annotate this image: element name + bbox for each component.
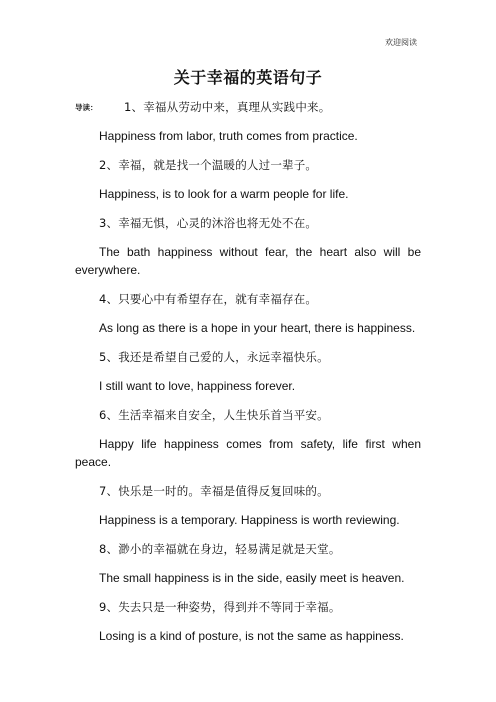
sentence-5-en: I still want to love, happiness forever. bbox=[99, 379, 296, 393]
sentence-9-zh: 9、失去只是一种姿势，得到并不等同于幸福。 bbox=[99, 600, 341, 614]
sentence-6-en: Happy life happiness comes from safety, life first when peace. bbox=[75, 437, 421, 469]
sentence-6-zh: 6、生活幸福来自安全，人生快乐首当平安。 bbox=[99, 408, 329, 422]
sentence-2-en: Happiness, is to look for a warm people for life. bbox=[99, 187, 349, 201]
sentence-4-en: As long as there is a hope in your heart, there is happiness. bbox=[99, 321, 416, 335]
sentence-2-zh: 2、幸福，就是找一个温暖的人过一辈子。 bbox=[99, 158, 318, 172]
document-title: 关于幸福的英语句子 bbox=[173, 68, 323, 87]
sentence-8-en: The small happiness is in the side, easily meet is heaven. bbox=[99, 571, 405, 585]
sentence-5-zh: 5、我还是希望自己爱的人，永远幸福快乐。 bbox=[99, 350, 329, 364]
header-note: 欢迎阅读 bbox=[385, 38, 417, 47]
sentence-4-zh: 4、只要心中有希望存在，就有幸福存在。 bbox=[99, 292, 318, 306]
sentence-3-zh: 3、幸福无惧，心灵的沐浴也将无处不在。 bbox=[99, 216, 318, 230]
sentence-7-zh: 7、快乐是一时的。幸福是值得反复回味的。 bbox=[99, 484, 329, 498]
sentence-1-en: Happiness from labor, truth comes from practice. bbox=[99, 129, 358, 143]
sentence-9-en: Losing is a kind of posture, is not the same as happiness. bbox=[99, 629, 404, 643]
sentence-1-zh: 1、幸福从劳动中来，真理从实践中来。 bbox=[124, 100, 331, 114]
sentence-3-en: The bath happiness without fear, the heart also will be everywhere. bbox=[75, 245, 421, 277]
intro-label: 导读： bbox=[75, 103, 98, 112]
sentence-7-en: Happiness is a temporary. Happiness is worth reviewing. bbox=[99, 513, 400, 527]
intro-paragraph bbox=[75, 99, 421, 115]
document-body bbox=[75, 99, 421, 657]
sentence-8-zh: 8、渺小的幸福就在身边，轻易满足就是天堂。 bbox=[99, 542, 341, 556]
